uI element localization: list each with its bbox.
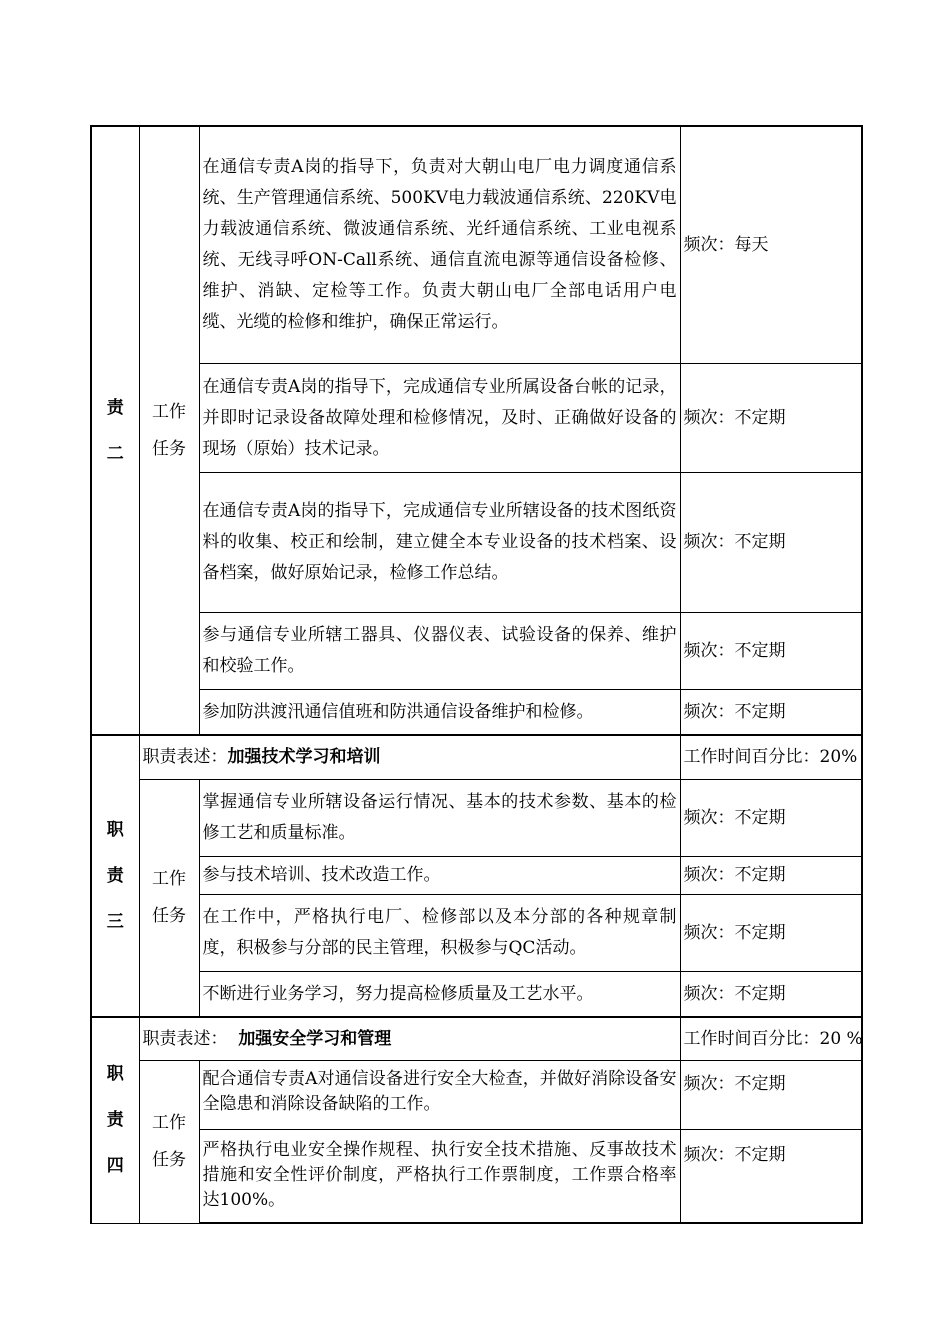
resp3-row-1: [91, 780, 862, 857]
resp2-row-2: [91, 364, 862, 473]
resp2-row-5: [91, 690, 862, 736]
resp3-description-value: 加强技术学习和培训: [227, 747, 381, 767]
resp3-task-1: 掌握通信专业所辖设备运行情况、基本的技术参数、基本的检修工艺和质量标准。: [199, 780, 680, 857]
resp4-work-task-label: 工作 任务: [139, 1061, 199, 1224]
resp3-frequency-4: 频次：不定期: [680, 972, 862, 1018]
resp4-row-2: [91, 1130, 862, 1224]
resp3-row-2: [91, 857, 862, 895]
resp2-frequency-4: 频次：不定期: [680, 613, 862, 690]
resp2-task-4: 参与通信专业所辖工器具、仪器仪表、试验设备的保养、维护和校验工作。: [199, 613, 680, 690]
resp2-task-2: 在通信专责A岗的指导下，完成通信专业所属设备台帐的记录，并即时记录设备故障处理和检修情况，及时、正确做好设备的现场（原始）技术记录。: [199, 364, 680, 473]
resp2-task-3: 在通信专责A岗的指导下，完成通信专业所辖设备的技术图纸资料的收集、校正和绘制，建立健全本专业设备的技术档案、设备档案，做好原始记录，检修工作总结。: [199, 473, 680, 613]
resp2-frequency-2: 频次：不定期: [680, 364, 862, 473]
resp2-label: 责 二: [91, 126, 139, 735]
resp3-frequency-3: 频次：不定期: [680, 895, 862, 972]
resp3-task-2: 参与技术培训、技术改造工作。: [199, 857, 680, 895]
resp2-row-1: [91, 126, 862, 364]
resp4-frequency-1: 频次：不定期: [680, 1061, 862, 1130]
resp2-task-1: 在通信专责A岗的指导下，负责对大朝山电厂电力调度通信系统、生产管理通信系统、500KV电力载波通信系统、220KV电力载波通信系统、微波通信系统、光纤通信系统、工业电视系统、无线寻呼ON-Call系统、通信直流电源等通信设备检修、维护、消缺、定检等工作。负责大朝山电厂全部电话用户电缆、光缆的检修和维护，确保正常运行。: [199, 126, 680, 364]
resp2-frequency-5: 频次：不定期: [680, 690, 862, 736]
resp3-description: [139, 735, 680, 780]
resp2-row-3: [91, 473, 862, 613]
resp4-description-value: 加强安全学习和管理: [238, 1028, 392, 1049]
resp4-label: 职 责 四: [91, 1017, 139, 1223]
resp3-row-3: [91, 895, 862, 972]
resp3-time-percent: 工作时间百分比：20%: [680, 735, 862, 780]
resp3-description-label: 职责表述：: [142, 747, 228, 767]
resp3-frequency-1: 频次：不定期: [680, 780, 862, 857]
resp4-description: [139, 1017, 680, 1061]
resp4-description-row: [91, 1017, 862, 1061]
resp2-frequency-1: 频次：每天: [680, 126, 862, 364]
resp4-frequency-2: 频次：不定期: [680, 1130, 862, 1224]
resp3-description-row: [91, 735, 862, 780]
resp2-row-4: [91, 613, 862, 690]
resp3-task-3: 在工作中，严格执行电厂、检修部以及本分部的各种规章制度，积极参与分部的民主管理，积极参与QC活动。: [199, 895, 680, 972]
resp3-row-4: [91, 972, 862, 1018]
resp4-time-percent: 工作时间百分比：20 %: [680, 1017, 862, 1061]
resp3-work-task-label: 工作 任务: [139, 780, 199, 1018]
resp2-work-task-label: 工作 任务: [139, 126, 199, 735]
resp2-frequency-3: 频次：不定期: [680, 473, 862, 613]
resp4-row-1: [91, 1061, 862, 1130]
resp3-task-4: 不断进行业务学习，努力提高检修质量及工艺水平。: [199, 972, 680, 1018]
resp3-frequency-2: 频次：不定期: [680, 857, 862, 895]
resp3-label: 职 责 三: [91, 735, 139, 1017]
responsibility-table: [90, 125, 863, 1224]
resp4-task-1: 配合通信专责A对通信设备进行安全大检查，并做好消除设备安全隐患和消除设备缺陷的工作。: [199, 1061, 680, 1130]
resp2-task-5: 参加防洪渡汛通信值班和防洪通信设备维护和检修。: [199, 690, 680, 736]
resp4-task-2: 严格执行电业安全操作规程、执行安全技术措施、反事故技术措施和安全性评价制度，严格执行工作票制度，工作票合格率达100%。: [199, 1130, 680, 1224]
resp4-description-label: 职责表述：: [142, 1028, 228, 1049]
